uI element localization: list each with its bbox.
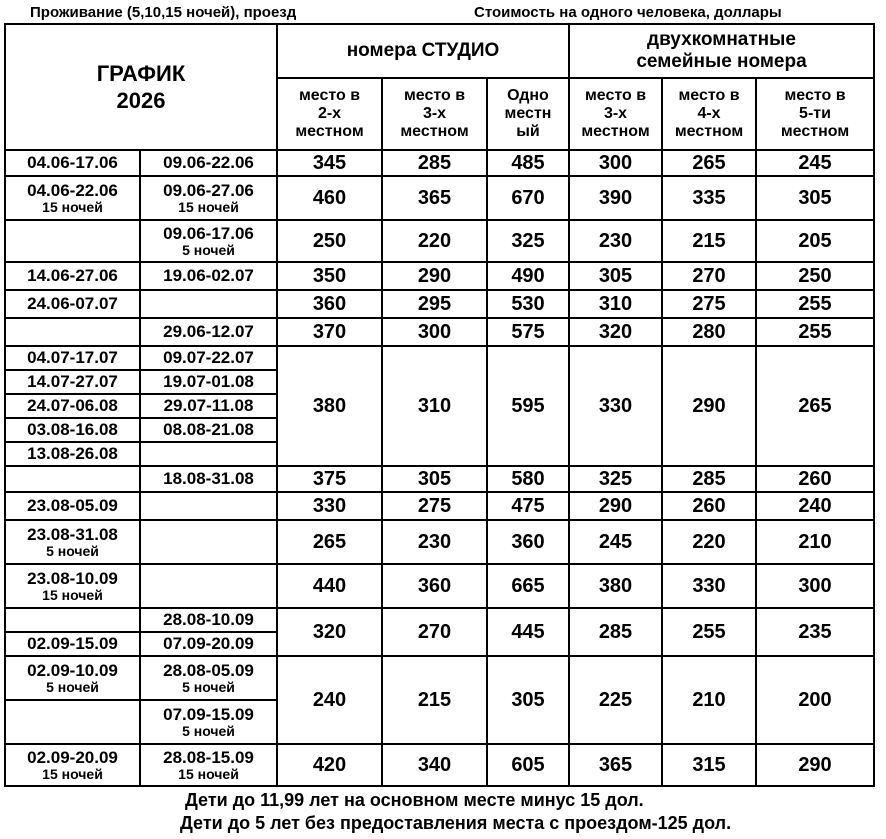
price-cell: 225 — [569, 656, 662, 744]
price-cell: 670 — [487, 176, 569, 220]
date-cell-2: 28.08-15.09 15 ночей — [140, 744, 277, 786]
date-cell-1: 03.08-16.08 — [5, 418, 140, 442]
table-row — [5, 656, 874, 700]
price-cell: 320 — [569, 318, 662, 346]
price-cell: 265 — [277, 520, 382, 564]
date-cell-2 — [140, 520, 277, 564]
date-cell-2: 07.09-15.09 5 ночей — [140, 700, 277, 744]
date-cell-1: 04.07-17.07 — [5, 346, 140, 370]
footer-note-children-12: Дети до 11,99 лет на основном месте минус 15 дол. — [185, 790, 644, 810]
price-cell: 605 — [487, 744, 569, 786]
date-cell-1: 04.06-22.06 15 ночей — [5, 176, 140, 220]
table-row — [5, 466, 874, 492]
price-cell: 220 — [662, 520, 756, 564]
price-cell: 215 — [382, 656, 487, 744]
table-row — [5, 346, 874, 370]
date-cell-1: 13.08-26.08 — [5, 442, 140, 466]
date-cell-2 — [140, 442, 277, 466]
column-header-1: место в 2-х местном — [277, 78, 382, 150]
price-cell: 270 — [382, 608, 487, 656]
column-header-5: место в 4-х местном — [662, 78, 756, 150]
price-cell: 240 — [277, 656, 382, 744]
date-cell-1: 23.08-31.08 5 ночей — [5, 520, 140, 564]
price-cell: 265 — [756, 346, 874, 466]
price-cell: 365 — [382, 176, 487, 220]
price-cell: 205 — [756, 220, 874, 262]
price-cell: 285 — [569, 608, 662, 656]
price-cell: 530 — [487, 290, 569, 318]
table-row — [5, 262, 874, 290]
date-cell-1: 14.07-27.07 — [5, 370, 140, 394]
header-stay-info: Проживание (5,10,15 ночей), проезд — [30, 4, 297, 21]
price-cell: 350 — [277, 262, 382, 290]
date-cell-2: 08.08-21.08 — [140, 418, 277, 442]
price-cell: 265 — [662, 150, 756, 176]
table-row — [5, 564, 874, 608]
price-cell: 485 — [487, 150, 569, 176]
date-cell-2: 09.06-22.06 — [140, 150, 277, 176]
column-header-6: место в 5-ти местном — [756, 78, 874, 150]
price-cell: 235 — [756, 608, 874, 656]
schedule-year: 2026 — [116, 88, 166, 113]
table-row — [5, 290, 874, 318]
price-cell: 305 — [569, 262, 662, 290]
table-row — [5, 220, 874, 262]
price-cell: 445 — [487, 608, 569, 656]
price-cell: 325 — [487, 220, 569, 262]
price-cell: 290 — [569, 492, 662, 520]
header-cost-info: Стоимость на одного человека, доллары — [474, 4, 782, 21]
price-cell: 260 — [756, 466, 874, 492]
date-cell-1: 23.08-10.09 15 ночей — [5, 564, 140, 608]
date-cell-2 — [140, 564, 277, 608]
price-cell: 380 — [277, 346, 382, 466]
price-cell: 250 — [277, 220, 382, 262]
date-cell-2: 28.08-10.09 — [140, 608, 277, 632]
price-cell: 210 — [756, 520, 874, 564]
column-header-4: место в 3-х местном — [569, 78, 662, 150]
date-cell-1: 02.09-15.09 — [5, 632, 140, 656]
date-cell-1 — [5, 220, 140, 262]
price-cell: 240 — [756, 492, 874, 520]
price-cell: 220 — [382, 220, 487, 262]
table-row — [5, 318, 874, 346]
price-cell: 310 — [569, 290, 662, 318]
price-cell: 490 — [487, 262, 569, 290]
schedule-header — [5, 24, 277, 150]
schedule-title: ГРАФИК — [96, 60, 186, 86]
price-cell: 575 — [487, 318, 569, 346]
date-cell-1: 02.09-20.09 15 ночей — [5, 744, 140, 786]
price-cell: 320 — [277, 608, 382, 656]
price-cell: 230 — [569, 220, 662, 262]
price-cell: 310 — [382, 346, 487, 466]
price-cell: 345 — [277, 150, 382, 176]
date-cell-1 — [5, 466, 140, 492]
price-cell: 285 — [662, 466, 756, 492]
price-cell: 285 — [382, 150, 487, 176]
column-header-3: Одно местн ый — [487, 78, 569, 150]
date-cell-1 — [5, 608, 140, 632]
date-cell-2 — [140, 492, 277, 520]
date-cell-2: 28.08-05.09 5 ночей — [140, 656, 277, 700]
price-cell: 255 — [756, 290, 874, 318]
price-cell: 275 — [382, 492, 487, 520]
studio-group-header: номера СТУДИО — [277, 24, 569, 78]
price-cell: 365 — [569, 744, 662, 786]
price-cell: 580 — [487, 466, 569, 492]
price-cell: 360 — [487, 520, 569, 564]
price-cell: 330 — [277, 492, 382, 520]
price-cell: 275 — [662, 290, 756, 318]
price-cell: 420 — [277, 744, 382, 786]
price-cell: 360 — [382, 564, 487, 608]
price-cell: 300 — [569, 150, 662, 176]
date-cell-1: 04.06-17.06 — [5, 150, 140, 176]
price-cell: 255 — [756, 318, 874, 346]
price-cell: 330 — [662, 564, 756, 608]
price-cell: 380 — [569, 564, 662, 608]
date-cell-1: 24.07-06.08 — [5, 394, 140, 418]
date-cell-1: 23.08-05.09 — [5, 492, 140, 520]
table-row — [5, 492, 874, 520]
date-cell-2: 09.07-22.07 — [140, 346, 277, 370]
price-cell: 325 — [569, 466, 662, 492]
price-cell: 360 — [277, 290, 382, 318]
date-cell-2: 19.07-01.08 — [140, 370, 277, 394]
price-cell: 335 — [662, 176, 756, 220]
price-cell: 290 — [382, 262, 487, 290]
price-cell: 595 — [487, 346, 569, 466]
price-cell: 305 — [756, 176, 874, 220]
date-cell-2: 09.06-17.06 5 ночей — [140, 220, 277, 262]
date-cell-1 — [5, 700, 140, 744]
footer-note-children-5: Дети до 5 лет без предоставления места с проездом-125 дол. — [180, 813, 732, 833]
table-row — [5, 744, 874, 786]
price-cell: 250 — [756, 262, 874, 290]
table-row — [5, 176, 874, 220]
date-cell-2: 29.06-12.07 — [140, 318, 277, 346]
price-cell: 300 — [382, 318, 487, 346]
price-cell: 665 — [487, 564, 569, 608]
date-cell-2: 18.08-31.08 — [140, 466, 277, 492]
price-cell: 295 — [382, 290, 487, 318]
price-cell: 440 — [277, 564, 382, 608]
price-cell: 260 — [662, 492, 756, 520]
price-cell: 390 — [569, 176, 662, 220]
table-row — [5, 608, 874, 632]
date-cell-2: 29.07-11.08 — [140, 394, 277, 418]
price-cell: 290 — [662, 346, 756, 466]
price-cell: 245 — [569, 520, 662, 564]
price-cell: 270 — [662, 262, 756, 290]
date-cell-2: 09.06-27.06 15 ночей — [140, 176, 277, 220]
price-cell: 305 — [382, 466, 487, 492]
column-header-2: место в 3-х местном — [382, 78, 487, 150]
price-cell: 210 — [662, 656, 756, 744]
price-cell: 475 — [487, 492, 569, 520]
price-cell: 375 — [277, 466, 382, 492]
family-group-header: двухкомнатные семейные номера — [569, 24, 874, 78]
date-cell-2: 19.06-02.07 — [140, 262, 277, 290]
price-cell: 330 — [569, 346, 662, 466]
price-cell: 200 — [756, 656, 874, 744]
date-cell-1 — [5, 318, 140, 346]
price-cell: 315 — [662, 744, 756, 786]
price-cell: 290 — [756, 744, 874, 786]
price-cell: 460 — [277, 176, 382, 220]
date-cell-2 — [140, 290, 277, 318]
price-cell: 280 — [662, 318, 756, 346]
price-cell: 300 — [756, 564, 874, 608]
price-cell: 305 — [487, 656, 569, 744]
price-table — [4, 23, 875, 787]
table-row — [5, 520, 874, 564]
date-cell-1: 14.06-27.06 — [5, 262, 140, 290]
table-row — [5, 150, 874, 176]
price-cell: 255 — [662, 608, 756, 656]
price-cell: 215 — [662, 220, 756, 262]
date-cell-2: 07.09-20.09 — [140, 632, 277, 656]
date-cell-1: 02.09-10.09 5 ночей — [5, 656, 140, 700]
price-cell: 370 — [277, 318, 382, 346]
date-cell-1: 24.06-07.07 — [5, 290, 140, 318]
price-cell: 230 — [382, 520, 487, 564]
price-cell: 340 — [382, 744, 487, 786]
price-cell: 245 — [756, 150, 874, 176]
